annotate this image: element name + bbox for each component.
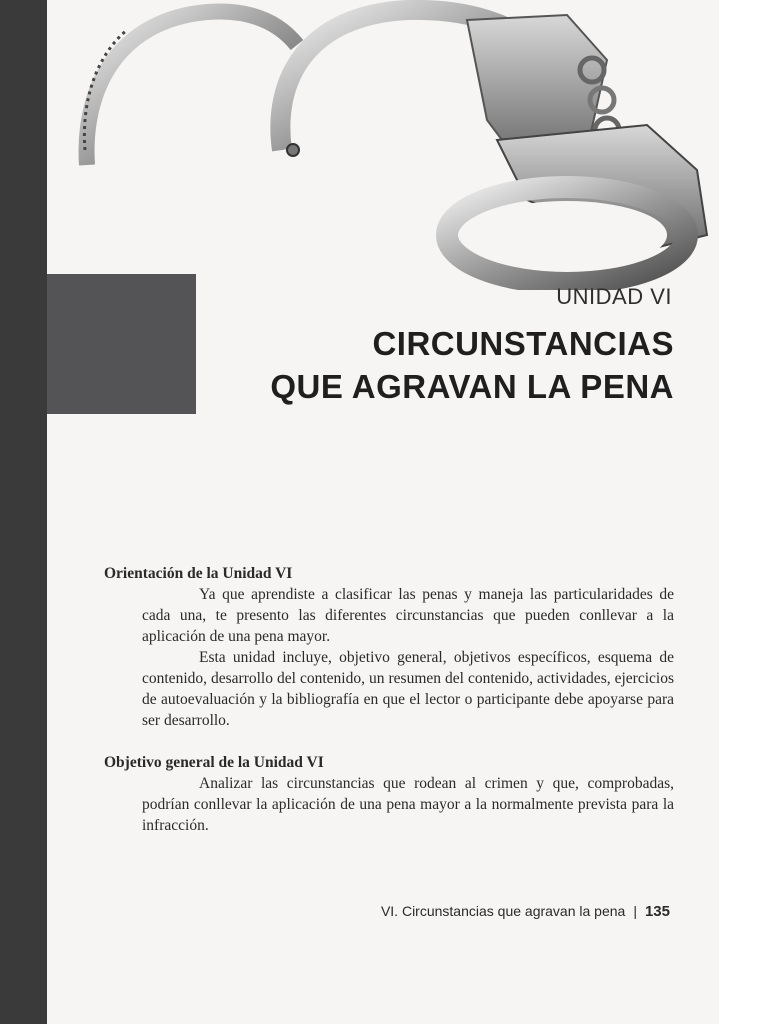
paragraph: Esta unidad incluye, objetivo general, objetivos específicos, esquema de contenido, desarrollo del contenido, un resumen del contenido, actividades, ejercicios de autoevaluación y la bibliografía en que el lector o participante debe apoyarse para ser desarrollo. — [142, 649, 674, 729]
orientation-section — [104, 563, 674, 731]
page-number: 135 — [644, 903, 670, 920]
handcuffs-photo — [47, 0, 719, 290]
section-heading: Orientación de la Unidad VI — [104, 565, 293, 582]
title-line-2: QUE AGRAVAN LA PENA — [270, 368, 674, 405]
paragraph: Ya que aprendiste a clasificar las penas y maneja las particularidades de cada una, te presento las diferentes circunstancias que pueden conllevar a la aplicación de una pena mayor. — [142, 586, 674, 645]
unit-label: UNIDAD VI — [556, 284, 672, 309]
chapter-title — [270, 322, 674, 408]
page-margin — [719, 0, 768, 1024]
page-footer — [381, 903, 670, 920]
running-title: VI. Circunstancias que agravan la pena — [380, 903, 626, 919]
paragraph: Analizar las circunstancias que rodean al crimen y que, comprobadas, podrían conllevar la aplicación de una pena mayor a la normalmente prevista para la infracción. — [142, 775, 674, 834]
section-heading: Objetivo general de la Unidad VI — [104, 754, 324, 771]
footer-separator: | — [633, 903, 637, 919]
objective-section — [104, 752, 674, 836]
decorative-block — [47, 274, 196, 414]
title-line-1: CIRCUNSTANCIAS — [372, 325, 674, 362]
